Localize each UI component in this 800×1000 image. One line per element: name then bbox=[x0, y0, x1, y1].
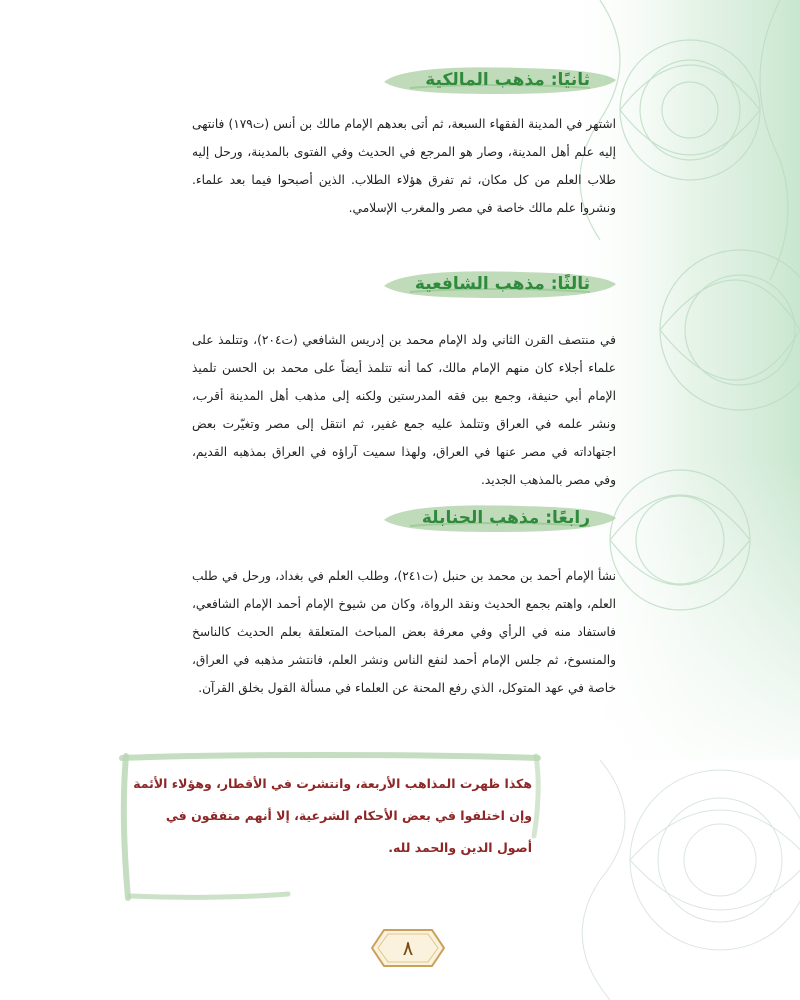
section-body-shafiiya: في منتصف القرن الثاني ولد الإمام محمد بن إدريس الشافعي (ت٢٠٤)، وتتلمذ على علماء أجلاء كان منهم الإمام مالك، كما أنه تتلمذ أيضاً على محمد بن الحسن تلميذ الإمام أبي حنيفة، وجمع بين فقه المدرستين ولكنه إلى مذهب أهل المدينة أقرب، ونشر علمه في العراق وتتلمذ عليه جمع غفير، ثم انتقل إلى مصر وتغيّرت بعض اجتهاداته في مصر عنها في العراق، ولهذا سميت آراؤه في العراق بمذهبه القديم، وفي مصر بالمذهب الجديد. bbox=[192, 333, 616, 487]
section-heading-hanabila bbox=[380, 496, 600, 540]
section-body-hanabila: نشأ الإمام أحمد بن محمد بن حنبل (ت٢٤١)، وطلب العلم في بغداد، ورحل في طلب العلم، واهتم بجمع الحديث ونقد الرواة، وكان من شيوخ الإمام أحمد الإمام الشافعي، فاستفاد منه في الرأي وفي معرفة بعض المباحث المتعلقة بعلم الحديث كالناسخ والمنسوخ، ثم جلس الإمام أحمد لنفع الناس ونشر العلم، فانتشر مذهبه في العراق، خاصة في عهد المتوكل، الذي رفع المحنة عن العلماء في مسألة القول بخلق القرآن. bbox=[192, 569, 617, 695]
section-heading-shafiiya bbox=[380, 262, 600, 306]
section-heading-text: ثالثًا: مذهب الشافعية bbox=[414, 274, 590, 294]
section-heading-text: ثانيًا: مذهب المالكية bbox=[425, 70, 590, 90]
page-number: ٨ bbox=[402, 936, 414, 960]
conclusion-note-text: هكذا ظهرت المذاهب الأربعة، وانتشرت في الأقطار، وهؤلاء الأئمة وإن اختلفوا في بعض الأحكام الشرعية، إلا أنهم متفقون في أصول الدين والحمد لله. bbox=[133, 776, 532, 855]
section-heading-text: رابعًا: مذهب الحنابلة bbox=[421, 508, 590, 528]
section-body-malikiya: اشتهر في المدينة الفقهاء السبعة، ثم أتى بعدهم الإمام مالك بن أنس (ت١٧٩) فانتهى إليه علم أهل المدينة، وصار هو المرجع في الحديث وفي الفتوى بالمدينة، ورحل إليه طلاب العلم من كل مكان، ثم تفرق هؤلاء الطلاب. الذين أصبحوا فيما بعد علماء. ونشروا علم مالك خاصة في مصر والمغرب الإسلامي. bbox=[192, 117, 617, 215]
section-heading-malikiya bbox=[380, 58, 600, 102]
conclusion-note-box bbox=[118, 752, 544, 902]
